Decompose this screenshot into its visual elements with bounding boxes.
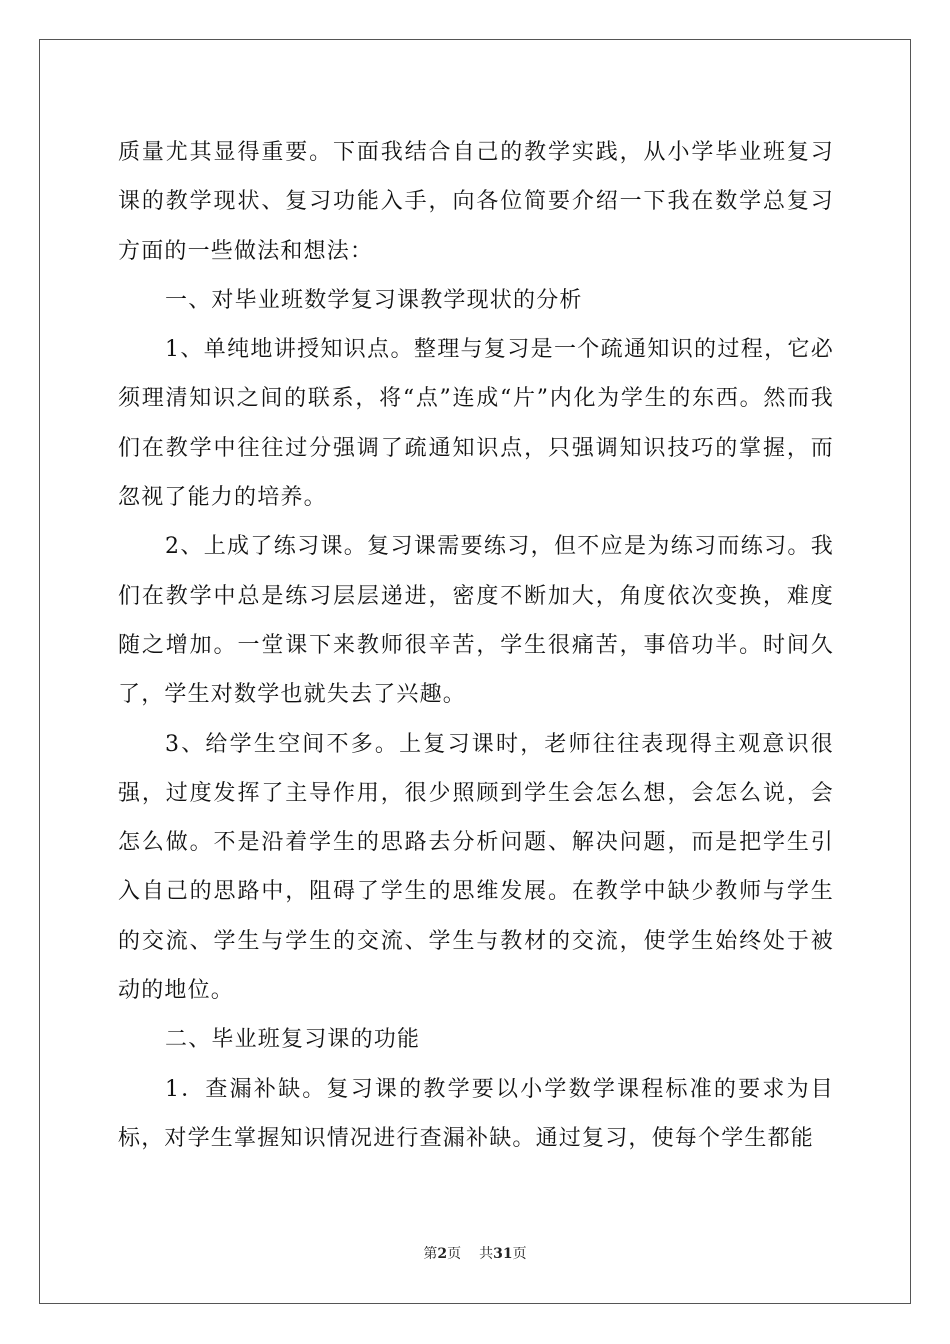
document-body: [118, 128, 834, 1163]
page-footer: [0, 1244, 950, 1264]
page-suffix: 页: [447, 1246, 462, 1262]
paragraph-point-1: 1、单纯地讲授知识点。整理与复习是一个疏通知识的过程，它必须理清知识之间的联系，将“点”连成“片”内化为学生的东西。然而我们在教学中往往过分强调了疏通知识点，只强调知识技巧的掌握，而忽视了能力的培养。: [118, 337, 834, 511]
section-heading-2: 二、毕业班复习课的功能: [165, 1027, 421, 1053]
section-heading-1: 一、对毕业班数学复习课教学现状的分析: [165, 287, 583, 313]
total-prefix: 共: [479, 1246, 494, 1262]
total-pages: 31: [493, 1246, 513, 1262]
paragraph-intro-continuation: 质量尤其显得重要。下面我结合自己的教学实践，从小学毕业班复习课的教学现状、复习功能入手，向各位简要介绍一下我在数学总复习方面的一些做法和想法：: [118, 140, 834, 264]
page-number: 2: [437, 1246, 448, 1262]
paragraph-point-2: 2、上成了练习课。复习课需要练习，但不应是为练习而练习。我们在教学中总是练习层层递进，密度不断加大，角度依次变换，难度随之增加。一堂课下来教师很辛苦，学生很痛苦，事倍功半。时间久了，学生对数学也就失去了兴趣。: [118, 534, 834, 708]
total-suffix: 页: [512, 1246, 527, 1262]
page-prefix: 第: [423, 1246, 438, 1262]
paragraph-function-1: 1．查漏补缺。复习课的教学要以小学数学课程标准的要求为目标，对学生掌握知识情况进行查漏补缺。通过复习，使每个学生都能: [118, 1076, 834, 1151]
paragraph-point-3: 3、给学生空间不多。上复习课时，老师往往表现得主观意识很强，过度发挥了主导作用，很少照顾到学生会怎么想，会怎么说，会怎么做。不是沿着学生的思路去分析问题、解决问题，而是把学生引入自己的思路中，阻碍了学生的思维发展。在教学中缺少教师与学生的交流、学生与学生的交流、学生与教材的交流，使学生始终处于被动的地位。: [118, 731, 834, 1004]
